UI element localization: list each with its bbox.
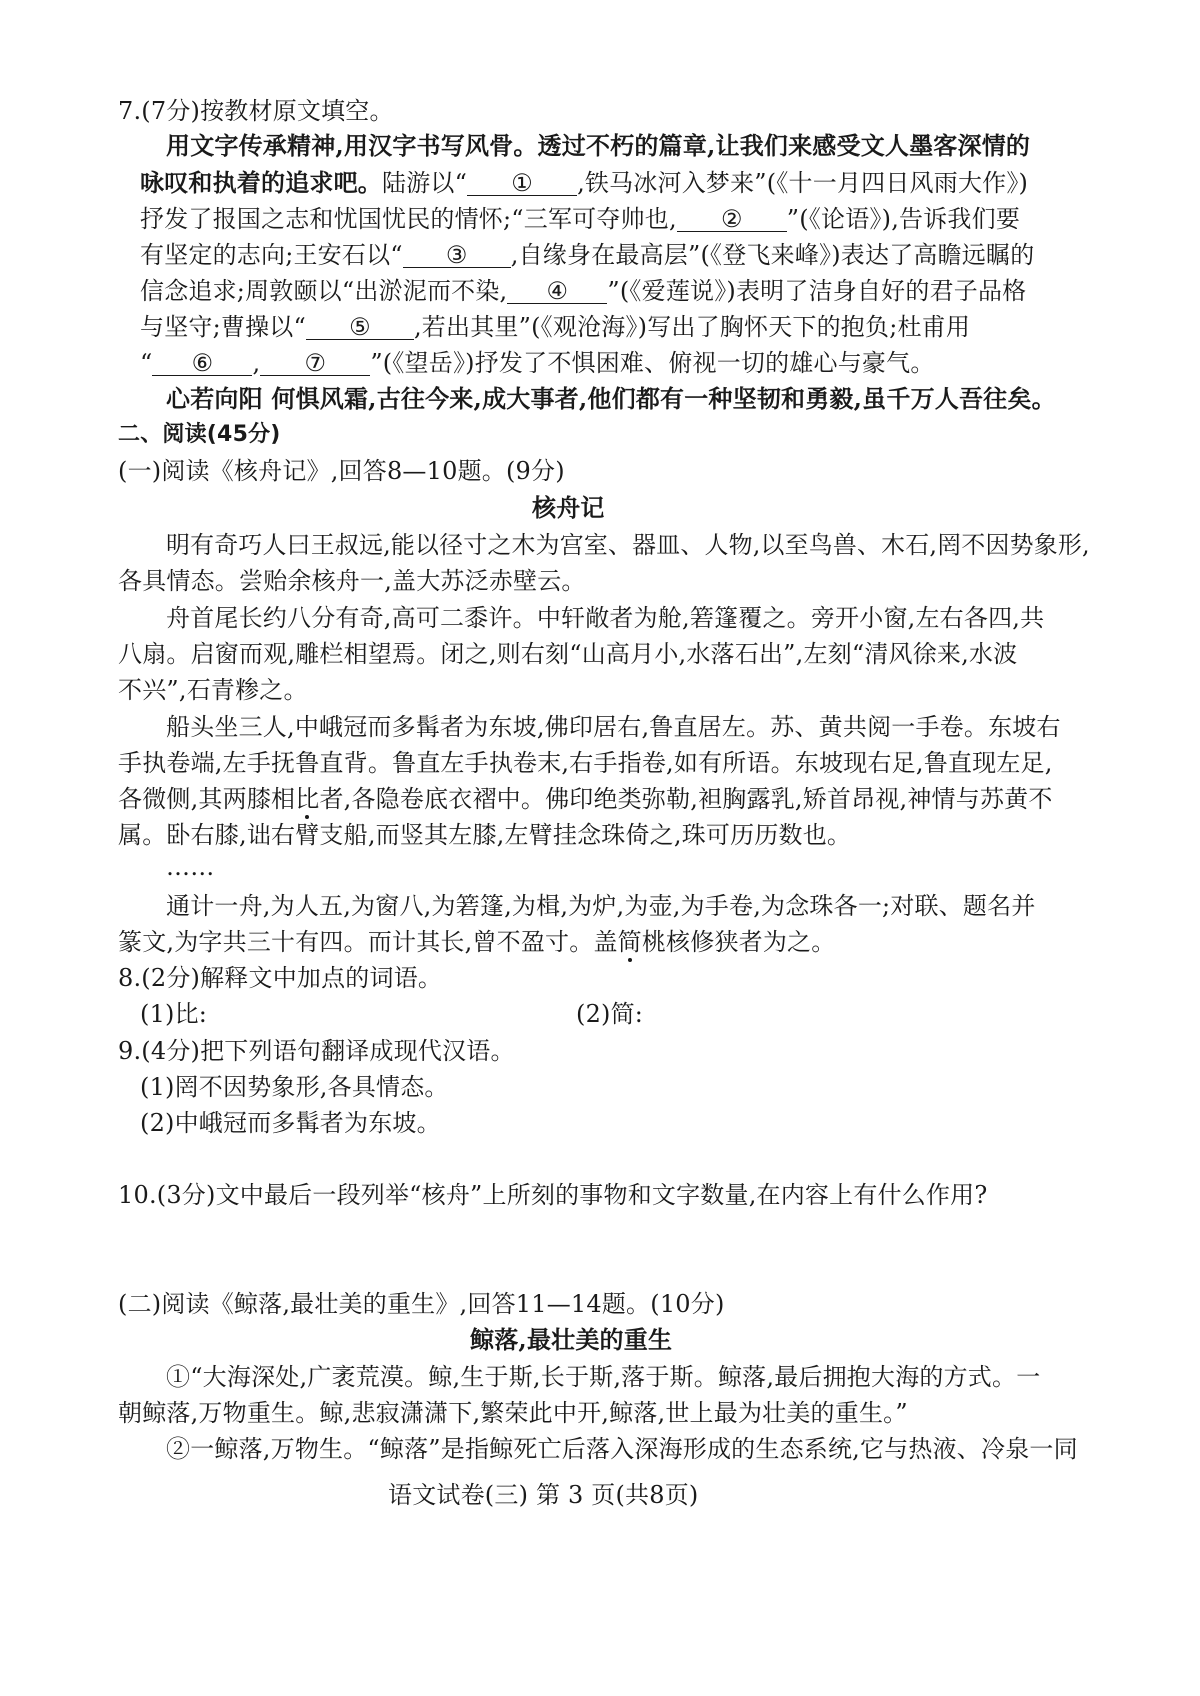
q7-text: ”(《望岳》)抒发了不惧困难、俯视一切的雄心与豪气。 — [370, 349, 935, 377]
passage-line: 属。卧右膝,诎右臂支船,而竖其左膝,左臂挂念珠倚之,珠可历历数也。 — [118, 821, 852, 849]
part1-heading: (一)阅读《核舟记》,回答8—10题。(9分) — [118, 457, 565, 485]
q7-text: , — [252, 349, 261, 377]
passage-line: 八扇。启窗而观,雕栏相望焉。闭之,则右刻“山高月小,水落石出”,左刻“清风徐来,水波 — [118, 640, 1018, 668]
q8-heading: 8.(2分)解释文中加点的词语。 — [118, 964, 443, 992]
q7-line2 — [140, 168, 1028, 198]
q7-intro-line1: 用文字传承精神,用汉字书写风骨。透过不朽的篇章,让我们来感受文人墨客深情的 — [166, 131, 1031, 160]
q7-text: ”(《爱莲说》)表明了洁身自好的君子品格 — [607, 277, 1027, 305]
passage-text: 篆文,为字共三十有四。而计其长,曾不盈寸。盖 — [118, 928, 618, 956]
q7-text: ,自缘身在最高层”(《登飞来峰》)表达了高瞻远瞩的 — [510, 241, 1035, 269]
blank-5[interactable]: ⑤ — [306, 313, 414, 340]
q9-heading: 9.(4分)把下列语句翻译成现代汉语。 — [118, 1037, 515, 1065]
passage-line: 舟首尾长约八分有奇,高可二黍许。中轩敞者为舱,箬篷覆之。旁开小窗,左右各四,共 — [166, 604, 1045, 632]
blank-3[interactable]: ③ — [403, 241, 511, 268]
q9-item-2: (2)中峨冠而多髯者为东坡。 — [140, 1109, 441, 1137]
ellipsis: …… — [166, 853, 215, 881]
q7-line4 — [140, 240, 1034, 270]
blank-6[interactable]: ⑥ — [152, 349, 252, 376]
part2-title: 鲸落,最壮美的重生 — [470, 1325, 673, 1354]
q7-text: 有坚定的志向;王安石以“ — [140, 241, 403, 269]
passage-text: 者,各隐卷底衣褶中。佛印绝类弥勒,袒胸露乳,矫首昂视,神情与苏黄不 — [319, 785, 1053, 813]
q7-text: 陆游以“ — [382, 169, 468, 197]
q9-item-1: (1)罔不因势象形,各具情态。 — [140, 1073, 449, 1101]
q7-text: 抒发了报国之志和忧国忧民的情怀;“三军可夺帅也, — [140, 205, 677, 233]
part1-title: 核舟记 — [532, 493, 605, 522]
q7-text: 与坚守;曹操以“ — [140, 313, 306, 341]
passage-line: 手执卷端,左手抚鲁直背。鲁直左手执卷末,右手指卷,如有所语。东坡现右足,鲁直现左足, — [118, 749, 1053, 777]
page-footer: 语文试卷(三) 第 3 页(共8页) — [388, 1481, 699, 1509]
blank-2[interactable]: ② — [677, 205, 787, 232]
passage-line — [118, 927, 835, 957]
q7-text: 信念追求;周敦颐以“出淤泥而不染, — [140, 277, 508, 305]
q7-line6 — [140, 312, 970, 342]
q7-text: “ — [140, 349, 153, 377]
q7-closing: 心若向阳 何惧风霜,古往今来,成大事者,他们都有一种坚韧和勇毅,虽千万人吾往矣。 — [166, 384, 1056, 413]
blank-4[interactable]: ④ — [507, 277, 607, 304]
q10-heading: 10.(3分)文中最后一段列举“核舟”上所刻的事物和文字数量,在内容上有什么作用? — [118, 1181, 988, 1209]
passage-line: 明有奇巧人曰王叔远,能以径寸之木为宫室、器皿、人物,以至鸟兽、木石,罔不因势象形, — [166, 531, 1090, 559]
passage-line: ②一鲸落,万物生。“鲸落”是指鲸死亡后落入深海形成的生态系统,它与热液、冷泉一同 — [166, 1435, 1078, 1463]
passage-line: ①“大海深处,广袤荒漠。鲸,生于斯,长于斯,落于斯。鲸落,最后拥抱大海的方式。一 — [166, 1363, 1041, 1391]
q7-text: ,若出其里”(《观沧海》)写出了胸怀天下的抱负;杜甫用 — [413, 313, 971, 341]
passage-text: 桃核修狭者为之。 — [641, 928, 836, 956]
passage-line: 船头坐三人,中峨冠而多髯者为东坡,佛印居右,鲁直居左。苏、黄共阅一手卷。东坡右 — [166, 713, 1061, 741]
blank-1[interactable]: ① — [467, 169, 577, 196]
dotted-word-jian: 简 — [617, 928, 642, 956]
part2-heading: (二)阅读《鲸落,最壮美的重生》,回答11—14题。(10分) — [118, 1290, 725, 1318]
q7-text: ”(《论语》),告诉我们要 — [786, 205, 1021, 233]
q7-heading: 7.(7分)按教材原文填空。 — [118, 97, 394, 125]
passage-line — [118, 784, 1053, 814]
passage-line: 通计一舟,为人五,为窗八,为箬篷,为楫,为炉,为壶,为手卷,为念珠各一;对联、题名并 — [166, 892, 1036, 920]
q8-item-1: (1)比: — [140, 1000, 208, 1028]
dotted-word-bi: 比 — [295, 785, 320, 813]
q7-text: ,铁马冰河入梦来”(《十一月四日风雨大作》) — [577, 169, 1029, 197]
q7-line7 — [140, 348, 935, 378]
passage-line: 各具情态。尝贻余核舟一,盖大苏泛赤壁云。 — [118, 567, 586, 595]
passage-line: 朝鲸落,万物重生。鲸,悲寂潇潇下,繁荣此中开,鲸落,世上最为壮美的重生。” — [118, 1399, 908, 1427]
q8-item-2: (2)简: — [576, 1000, 644, 1028]
q7-line3 — [140, 204, 1020, 234]
passage-line: 不兴”,石青糁之。 — [118, 676, 308, 704]
q7-line5 — [140, 276, 1026, 306]
q7-intro-line2: 咏叹和执着的追求吧。 — [140, 168, 382, 197]
section-heading: 二、阅读(45分) — [118, 422, 281, 447]
passage-text: 各微侧,其两膝相 — [118, 785, 296, 813]
blank-7[interactable]: ⑦ — [260, 349, 370, 376]
